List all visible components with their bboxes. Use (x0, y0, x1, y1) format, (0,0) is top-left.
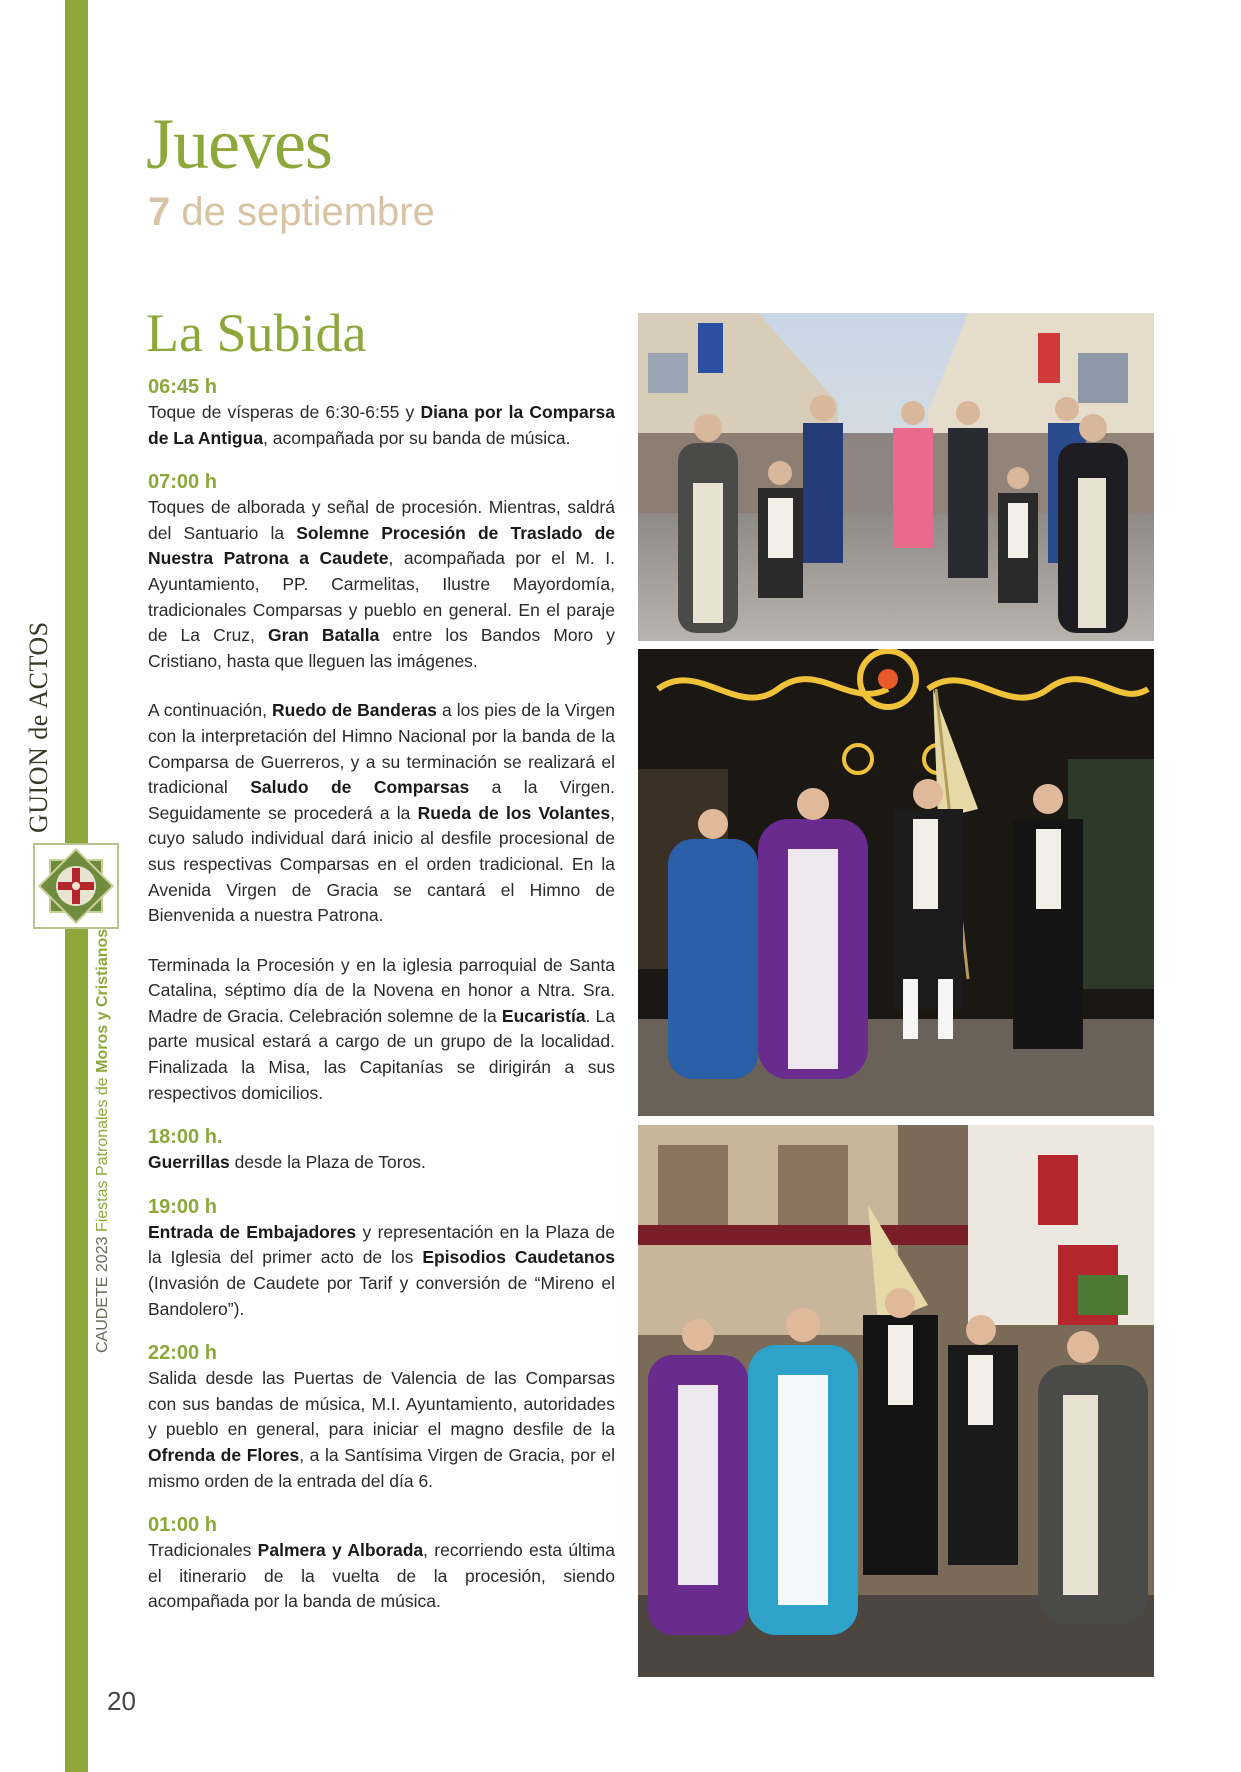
photo-procession-day (638, 313, 1154, 641)
bold-text-run: Episodios Caudetanos (422, 1247, 615, 1268)
bold-text-run: Rueda de los Volantes (417, 802, 611, 823)
day-date (148, 190, 435, 235)
event-block (148, 374, 615, 451)
event-block (148, 1512, 615, 1615)
event-block (148, 1124, 615, 1176)
section-title: La Subida (146, 303, 367, 363)
date-number: 7 (148, 190, 171, 234)
event-block (148, 469, 615, 1106)
emblem-cross-icon (33, 843, 119, 929)
side-caudete-label (94, 929, 112, 1353)
photo-procession-night (638, 649, 1154, 1116)
text-run: Toques de alborada y señal de procesión. Mientras, saldrá del Santuario la (148, 497, 615, 543)
text-run: desde la Plaza de Toros. (229, 1152, 426, 1173)
event-time: 01:00 h (148, 1514, 217, 1537)
text-run: , cuyo saludo individual dará inicio al desfile procesional de sus respectivas Comparsas en el orden tradicional. En la Avenida Virgen de Gracia se cantará el Himno de Bienvenida a nuestra Patrona. (148, 802, 616, 926)
text-run: , recorriendo esta última el itinerario de la vuelta de la procesión, siendo acompañada por la banda de música. (148, 1540, 615, 1612)
text-run: a la Virgen. Seguidamente se procederá a la (148, 777, 615, 823)
text-run: a los pies de la Virgen con la interpretación del Himno Nacional por la banda de la Comparsa de Guerreros, y a su terminación se realizará el tradicional (148, 700, 615, 798)
bold-text-run: Gran Batalla (268, 625, 380, 646)
bold-text-run: Solemne Procesión de Traslado de Nuestra Patrona a Caudete (148, 522, 615, 569)
side-moros-label: Moros y Cristianos (94, 928, 111, 1073)
text-run: , acompañada por el M. I. Ayuntamiento, PP. Carmelitas, Ilustre Mayordomía, tradicionales Comparsas y pueblo en general. En el paraje de La Cruz, (148, 548, 615, 646)
event-description (148, 1150, 615, 1176)
photo-procession-evening (638, 1125, 1154, 1677)
text-run: Tradicionales (148, 1540, 258, 1561)
text-run: entre los Bandos Moro y Cristiano, hasta que lleguen las imágenes. (148, 625, 615, 671)
event-description (148, 1220, 615, 1322)
event-description (148, 953, 615, 1107)
event-description (148, 495, 615, 674)
text-run: A continuación, (148, 700, 273, 721)
text-run: Toque de vísperas de 6:30-6:55 y (148, 402, 421, 422)
text-run: , acompañada por su banda de música. (263, 427, 571, 448)
text-run: . La parte musical estará a cargo de un grupo de la localidad. Finalizada la Misa, las Capitanías se dirigirán a sus respectivos domicilios. (148, 1005, 615, 1103)
event-description (148, 1366, 615, 1494)
event-time: 07:00 h (148, 471, 217, 494)
bold-text-run: Eucaristía (501, 1005, 586, 1026)
event-block (148, 1194, 615, 1322)
text-run: (Invasión de Caudete por Tarif y conversión de “Mireno el Bandolero”). (148, 1273, 615, 1319)
side-fiestas-label: Fiestas Patronales de (94, 1077, 111, 1233)
side-caudete-year: 2023 (94, 1236, 111, 1273)
side-caudete-town: CAUDETE (94, 1276, 111, 1353)
event-description (148, 400, 615, 451)
text-run: , a la Santísima Virgen de Gracia, por el mismo orden de la entrada del día 6. (148, 1445, 615, 1491)
bold-text-run: Ruedo de Banderas (272, 700, 437, 721)
page-number: 20 (107, 1686, 136, 1716)
event-time: 19:00 h (148, 1195, 217, 1218)
bold-text-run: Ofrenda de Flores (148, 1445, 300, 1465)
bold-text-run: Palmera y Alborada (257, 1540, 424, 1561)
bold-text-run: Diana por la Comparsa de La Antigua (148, 402, 615, 448)
event-time: 22:00 h (148, 1342, 217, 1365)
bold-text-run: Guerrillas (148, 1152, 230, 1173)
date-month: de septiembre (170, 190, 435, 234)
bold-text-run: Entrada de Embajadores (148, 1221, 357, 1242)
bold-text-run: Saludo de Comparsas (250, 777, 470, 798)
event-time: 06:45 h (148, 376, 217, 398)
text-run: Terminada la Procesión y en la iglesia parroquial de Santa Catalina, séptimo día de la Novena en honor a Ntra. Sra. Madre de Gracia. Celebración solemne de la (148, 954, 615, 1026)
day-title: Jueves (146, 104, 332, 184)
text-run: y representación en la Plaza de la Iglesia del primer acto de los (148, 1221, 615, 1268)
event-description (148, 1538, 615, 1615)
side-guion-label: GUION de ACTOS (24, 621, 53, 833)
event-time: 18:00 h. (148, 1126, 223, 1149)
text-run: Salida desde las Puertas de Valencia de las Comparsas con sus bandas de música, M.I. Ayuntamiento, autoridades y pueblo en general, para iniciar el magno desfile de la (148, 1368, 615, 1440)
program-content (148, 374, 615, 1633)
event-description (148, 698, 615, 928)
event-block (148, 1340, 615, 1494)
